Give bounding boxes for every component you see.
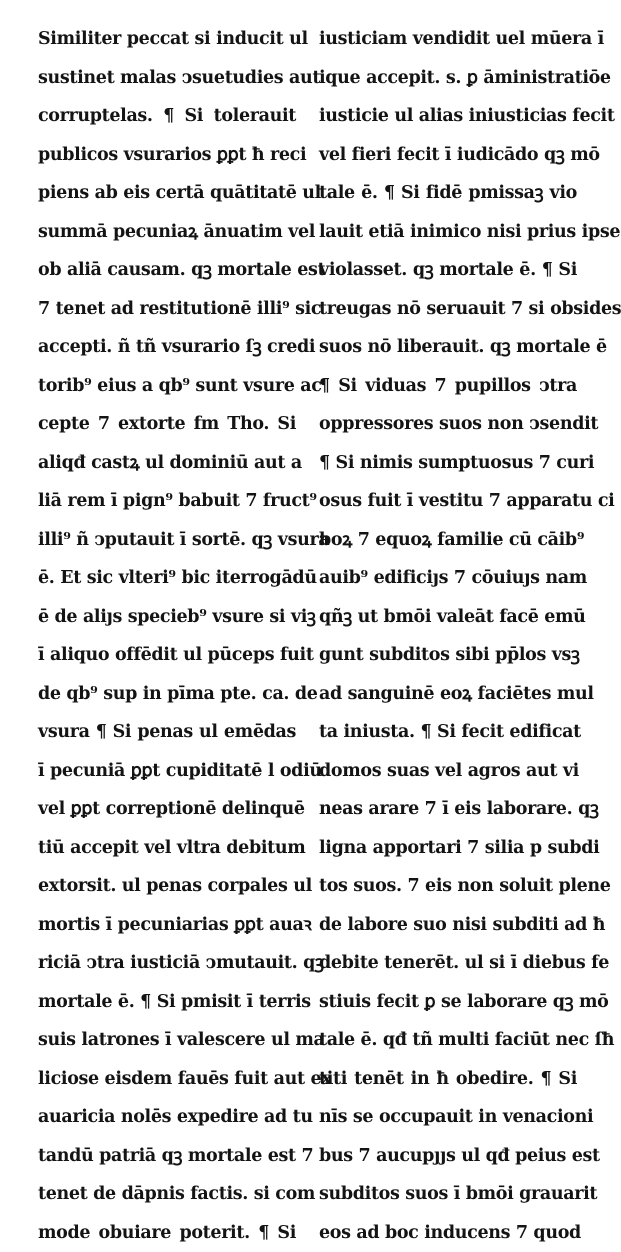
left-column-line: liciose eisdem fauēs fuit aut ex <box>38 1060 296 1099</box>
left-column-line: auaricia nolēs expedire ad tu <box>38 1098 296 1137</box>
left-column-line: ī aliquo offēdit ul pūceps fuit <box>38 636 296 675</box>
right-column-line: neas arare 7 ī eis laborare. qꝫ <box>319 790 577 829</box>
right-column-line: nīs se occupauit in venacioni <box>319 1098 577 1137</box>
right-column-line: tos suos. 7 eis non soluit plene <box>319 867 577 906</box>
right-column-line: treugas nō seruauit 7 si obsides <box>319 290 577 329</box>
right-column-line: gunt subditos sibi pp̄los vsꝫ <box>319 636 577 675</box>
left-column-line: riciā ↄtra iusticiā ↄmutauit. qꝫ <box>38 944 296 983</box>
right-column-line: debite tenerēt. ul si ī diebus fe <box>319 944 577 983</box>
right-column-line: domos suas vel agros aut vi <box>319 752 577 791</box>
left-column-line: de qb⁹ sup in pīma pte. ca. de <box>38 675 296 714</box>
right-column-line: tale ē. ¶ Si fidē pmissaꝫ vio <box>319 174 577 213</box>
right-column-line: tale ē. qđ tñ multi faciūt nec ſħ <box>319 1021 577 1060</box>
left-column-line: corruptelas. ¶ Si tolerauit <box>38 97 296 136</box>
right-column-line: vel fieri fecit ī iudicādo qꝫ mō <box>319 136 577 175</box>
left-column-line: aliqđ castꝝ ul dominiū aut a <box>38 444 296 483</box>
right-column-line: suos nō liberauit. qꝫ mortale ē <box>319 328 577 367</box>
right-column-line: ¶ Si nimis sumptuosus 7 curi <box>319 444 577 483</box>
left-column-line: ē. Et sic vlteri⁹ bic iterrogādū <box>38 559 296 598</box>
right-column-line: qñꝫ ut bmōi valeāt facē emū <box>319 598 577 637</box>
right-column <box>319 20 577 1252</box>
left-column-line: summā pecuniaꝝ ānuatim vel <box>38 213 296 252</box>
right-column-line: ta iniusta. ¶ Si fecit edificat <box>319 713 577 752</box>
left-column-line: vsura ¶ Si penas ul emēdas <box>38 713 296 752</box>
right-column-line: iusticie ul alias iniusticias fecit <box>319 97 577 136</box>
left-column-line: extorsit. ul penas corpales ul <box>38 867 296 906</box>
right-column-line: ¶ Si viduas 7 pupillos ↄtra <box>319 367 577 406</box>
left-column-line: publicos vsurarios ꝑꝑt ħ reci <box>38 136 296 175</box>
left-column-line: vel ꝑꝑt correptionē delinquē <box>38 790 296 829</box>
right-column-line: de labore suo nisi subditi ad ħ <box>319 906 577 945</box>
left-column <box>38 20 296 1252</box>
left-column-line: mode obuiare poterit. ¶ Si <box>38 1214 296 1252</box>
left-column-line: cepte 7 extorte fm Tho. Si <box>38 405 296 444</box>
left-column-line: mortis ī pecuniarias ꝑꝑt auaꝛ <box>38 906 296 945</box>
right-column-line: violasset. qꝫ mortale ē. ¶ Si <box>319 251 577 290</box>
left-column-line: liā rem ī pign⁹ babuit 7 fruct⁹ <box>38 482 296 521</box>
left-column-line: ē de aliȷs specieb⁹ vsure si viꝫ <box>38 598 296 637</box>
left-column-line: illi⁹ ñ ↄputauit ī sortē. qꝫ vsura <box>38 521 296 560</box>
right-column-line: eos ad boc inducens 7 quod <box>319 1214 577 1252</box>
left-column-line: suis latrones ī valescere ul ma <box>38 1021 296 1060</box>
right-column-line: ad sanguinē eoꝝ faciētes mul <box>319 675 577 714</box>
right-column-line: auib⁹ edificiȷs 7 cōuiuȷs nam <box>319 559 577 598</box>
left-column-line: accepti. ñ tñ vsurario ſꝫ credi <box>38 328 296 367</box>
left-column-line: Similiter peccat si inducit ul <box>38 20 296 59</box>
left-column-line: sustinet malas ↄsuetudies aut <box>38 59 296 98</box>
right-column-line: titi tenēt in ħ obedire. ¶ Si <box>319 1060 577 1099</box>
right-column-line: ligna apportari 7 silia p subdi <box>319 829 577 868</box>
right-column-line: boꝝ 7 equoꝝ familie cū cāib⁹ <box>319 521 577 560</box>
left-column-line: tenet de dāpnis factis. si com <box>38 1175 296 1214</box>
right-column-line: bus 7 aucupȷȷs ul qđ peius est <box>319 1137 577 1176</box>
right-column-line: subditos suos ī bmōi grauarit <box>319 1175 577 1214</box>
left-column-line: mortale ē. ¶ Si pmisit ī terris <box>38 983 296 1022</box>
left-column-line: piens ab eis certā quātitatē ul <box>38 174 296 213</box>
left-column-line: 7 tenet ad restitutionē illi⁹ sic <box>38 290 296 329</box>
right-column-line: oppressores suos non ↄsendit <box>319 405 577 444</box>
left-column-line: tiū accepit vel vltra debitum <box>38 829 296 868</box>
right-column-line: stiuis fecit ꝑ se laborare qꝫ mō <box>319 983 577 1022</box>
right-column-line: ique accepit. s. ꝑ āministratiōe <box>319 59 577 98</box>
right-column-line: iusticiam vendidit uel mūera ī <box>319 20 577 59</box>
left-column-line: torib⁹ eius a qb⁹ sunt vsure ac <box>38 367 296 406</box>
right-column-line: osus fuit ī vestitu 7 apparatu ci <box>319 482 577 521</box>
right-column-line: lauit etiā inimico nisi prius ipse <box>319 213 577 252</box>
left-column-line: tandū patriā qꝫ mortale est 7 <box>38 1137 296 1176</box>
left-column-line: ob aliā causam. qꝫ mortale est <box>38 251 296 290</box>
left-column-line: ī pecuniā ꝑꝑt cupiditatē l odiū <box>38 752 296 791</box>
text-columns <box>38 20 577 1252</box>
